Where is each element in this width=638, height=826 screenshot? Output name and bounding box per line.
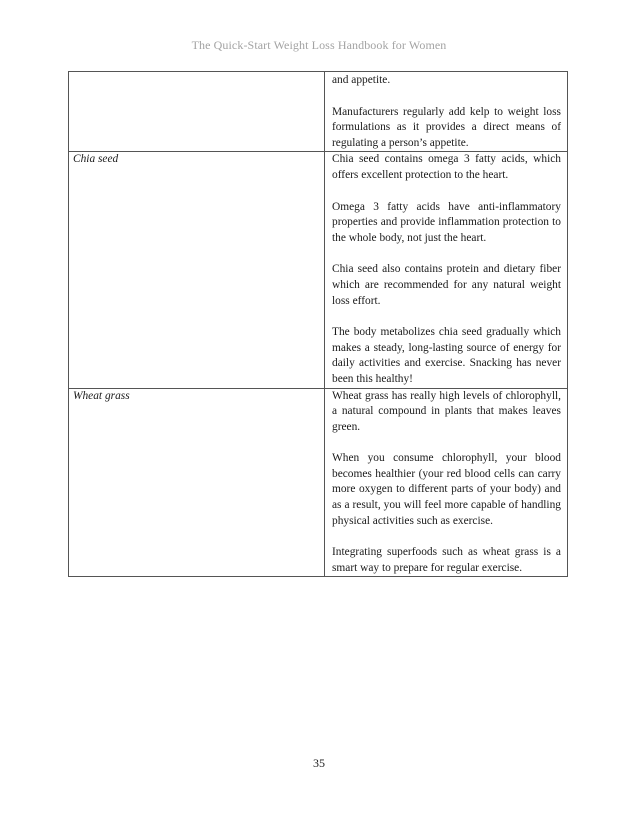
description-paragraph: Integrating superfoods such as wheat grass is a smart way to prepare for regular exercise. — [332, 546, 561, 574]
table-cell-food-name: Chia seed — [69, 152, 325, 388]
table-cell-description — [325, 388, 568, 577]
table-cell-food-name — [69, 72, 325, 152]
description-paragraph: and appetite. — [332, 74, 391, 86]
table-cell-description — [325, 72, 568, 152]
description-paragraph: When you consume chlorophyll, your blood becomes healthier (your red blood cells can carry more oxygen to different parts of your body) and as a result, you will feel more capable of handling physical activities such as exercise. — [332, 452, 561, 527]
page-number: 35 — [313, 756, 325, 770]
description-paragraph: Wheat grass has really high levels of chlorophyll, a natural compound in plants that makes leaves green. — [332, 389, 561, 433]
description-paragraph: Chia seed contains omega 3 fatty acids, which offers excellent protection to the heart. — [332, 153, 561, 181]
table-row-wheat-grass — [69, 388, 568, 577]
table-cell-food-name: Wheat grass — [69, 388, 325, 577]
superfood-table — [68, 71, 568, 577]
description-paragraph: The body metabolizes chia seed gradually which makes a steady, long-lasting source of energy for daily activities and exercise. Snacking has never been this healthy! — [332, 326, 561, 385]
table-cell-description — [325, 152, 568, 388]
table-row-kelp-continued — [69, 72, 568, 152]
description-paragraph: Omega 3 fatty acids have anti-inflammatory properties and provide inflammation protection to the whole body, not just the heart. — [332, 200, 561, 244]
description-paragraph: Chia seed also contains protein and dietary fiber which are recommended for any natural weight loss effort. — [332, 263, 561, 307]
description-paragraph: Manufacturers regularly add kelp to weight loss formulations as it provides a direct means of regulating a person’s appetite. — [332, 105, 561, 149]
running-header: The Quick-Start Weight Loss Handbook for Women — [191, 38, 447, 52]
table-row-chia-seed — [69, 152, 568, 388]
